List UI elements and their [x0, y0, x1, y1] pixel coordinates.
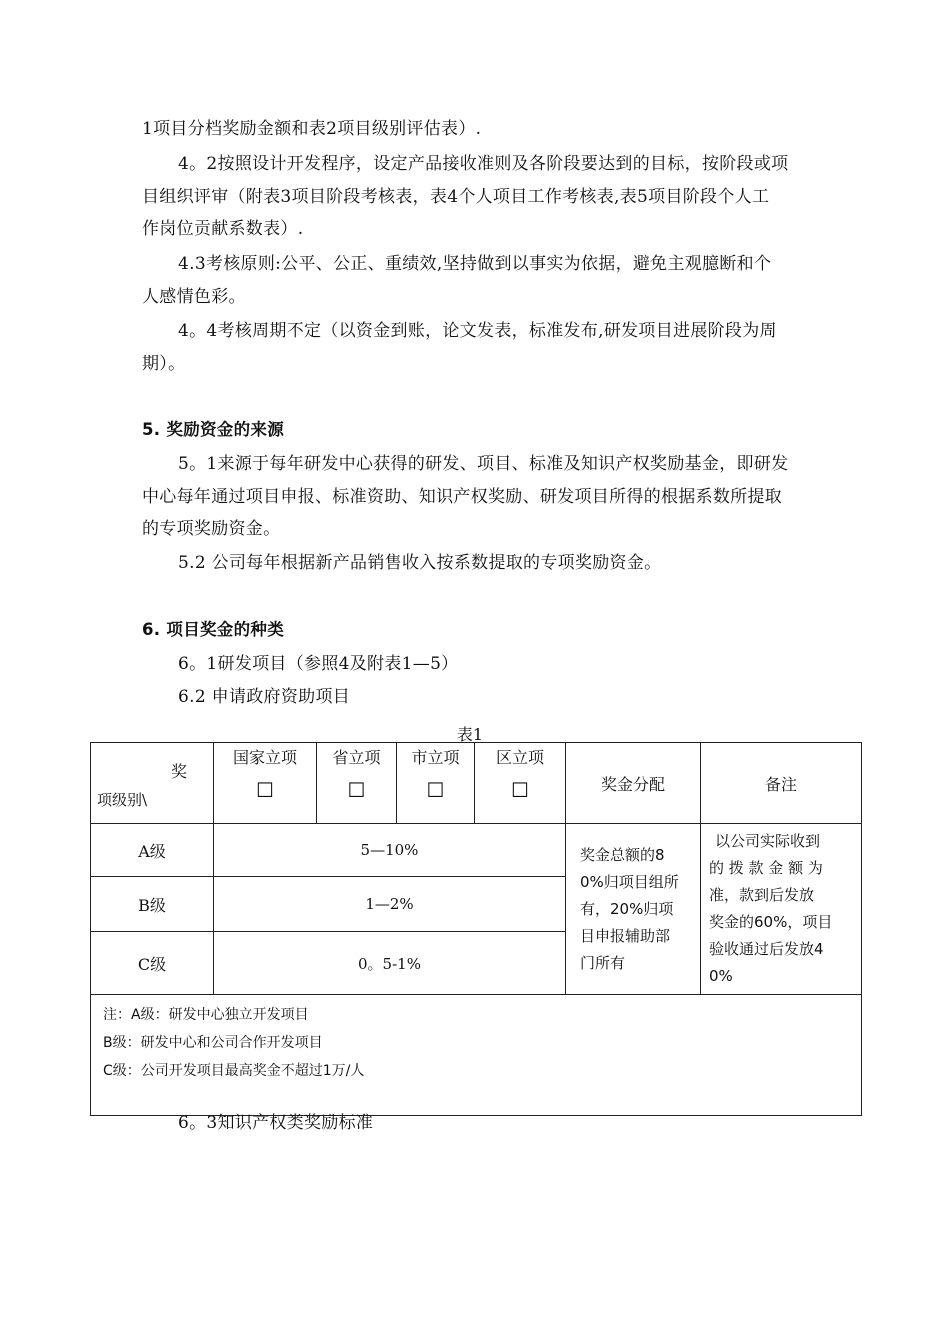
- remark-line: 0%: [709, 967, 733, 985]
- allocation-line: 门所有: [580, 953, 626, 972]
- header-remark: 备注: [701, 743, 862, 824]
- remark-line: 准，款到后发放: [709, 886, 815, 904]
- remark-line: 以公司实际收到: [715, 832, 821, 850]
- paragraph-line: 5.2 公司每年根据新产品销售收入按系数提取的专项奖励资金。: [178, 553, 662, 573]
- table-corner-header: [91, 743, 214, 824]
- paragraph-line: 期）。: [142, 354, 186, 374]
- corner-label-top: 奖: [170, 762, 187, 781]
- allocation-line: 目申报辅助部: [580, 926, 671, 945]
- grade-cell: C级: [91, 932, 214, 995]
- paragraph-line: 4.3考核原则:公平、公正、重绩效,坚持做到以事实为依据，避免主观臆断和个: [178, 254, 772, 274]
- paragraph-line: 人感情色彩。: [142, 287, 246, 307]
- header-label: 省立项: [332, 748, 381, 767]
- header-allocation: 奖金分配: [566, 743, 701, 824]
- grade-cell: A级: [91, 824, 214, 877]
- note-line: 注：A级：研发中心独立开发项目: [103, 1007, 309, 1023]
- paragraph-line: 4。4考核周期不定（以资金到账，论文发表，标准发布,研发项目进展阶段为周: [178, 321, 777, 341]
- corner-label-bottom: 项级别\: [97, 791, 148, 809]
- remark-line: 验收通过后发放4: [709, 940, 824, 958]
- section-heading-5: 5. 奖励资金的来源: [142, 420, 284, 439]
- header-label: 市立项: [411, 748, 460, 767]
- paragraph-line: 作岗位贡献系数表）.: [142, 219, 304, 239]
- header-district: [475, 743, 566, 824]
- allocation-cell: [566, 824, 701, 995]
- allocation-line: 有，20%归项: [580, 899, 674, 918]
- remark-line: 奖金的60%，项目: [709, 913, 833, 931]
- checkbox-national[interactable]: ☐: [256, 778, 274, 802]
- checkbox-district[interactable]: ☐: [511, 778, 529, 802]
- header-label: 国家立项: [232, 748, 297, 767]
- paragraph-line: 的专项奖励资金。: [142, 519, 281, 539]
- header-national: [214, 743, 317, 824]
- allocation-line: 0%归项目组所: [580, 872, 679, 891]
- header-label: 区立项: [495, 748, 544, 767]
- header-province: [317, 743, 397, 824]
- paragraph-line: 5。1来源于每年研发中心获得的研发、项目、标准及知识产权奖励基金，即研发: [178, 454, 789, 474]
- header-city: [397, 743, 475, 824]
- grade-cell: B级: [91, 877, 214, 932]
- table-caption: 表1: [456, 725, 484, 744]
- paragraph-line: 1项目分档奖励金额和表2项目级别评估表）.: [142, 119, 482, 139]
- percent-cell: 1—2%: [214, 877, 566, 932]
- section-heading-6: 6. 项目奖金的种类: [142, 620, 284, 639]
- paragraph-line: 6。3知识产权类奖励标准: [178, 1113, 374, 1133]
- percent-cell: 5—10%: [214, 824, 566, 877]
- paragraph-line: 6.2 申请政府资助项目: [178, 687, 351, 707]
- table-notes: [91, 995, 862, 1116]
- remark-line: 的 拨 款 金 额 为: [709, 859, 823, 877]
- percent-cell: 0。5-1%: [214, 932, 566, 995]
- note-line: C级：公司开发项目最高奖金不超过1万/人: [103, 1063, 365, 1079]
- checkbox-city[interactable]: ☐: [426, 778, 445, 802]
- paragraph-line: 6。1研发项目（参照4及附表1—5）: [178, 654, 459, 674]
- checkbox-province[interactable]: ☐: [347, 778, 366, 802]
- paragraph-line: 中心每年通过项目申报、标准资助、知识产权奖励、研发项目所得的根据系数所提取: [142, 487, 783, 507]
- note-line: B级：研发中心和公司合作开发项目: [103, 1035, 323, 1051]
- remark-cell: [701, 824, 862, 995]
- reward-table: [90, 742, 862, 1116]
- allocation-line: 奖金总额的8: [580, 845, 665, 864]
- paragraph-line: 目组织评审（附表3项目阶段考核表，表4个人项目工作考核表,表5项目阶段个人工: [142, 187, 770, 207]
- paragraph-line: 4。2按照设计开发程序，设定产品接收准则及各阶段要达到的目标，按阶段或项: [178, 154, 789, 174]
